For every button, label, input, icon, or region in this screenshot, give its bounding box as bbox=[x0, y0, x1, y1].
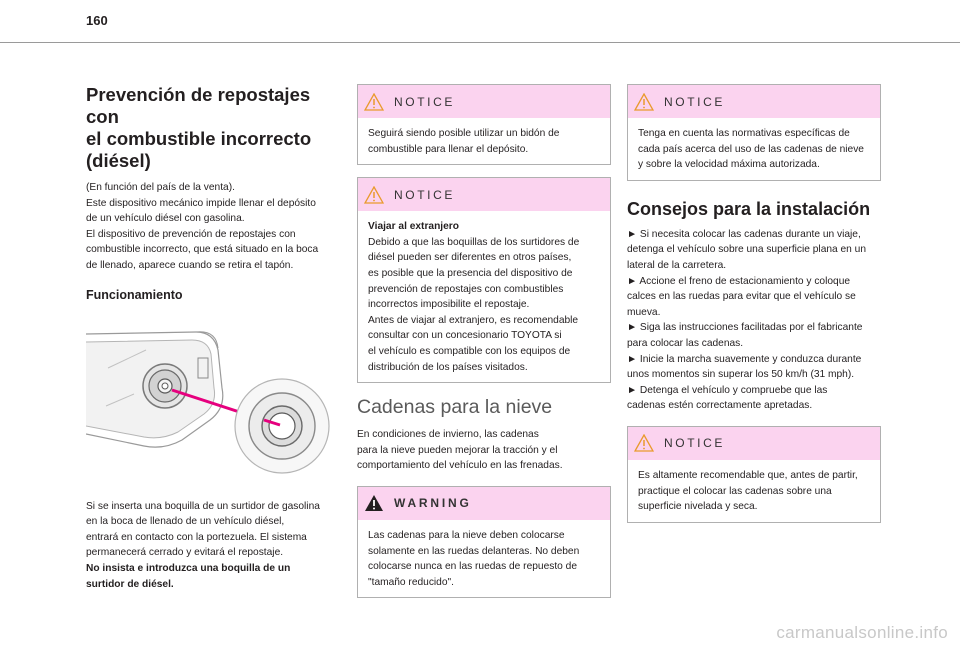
notice-header bbox=[358, 85, 610, 118]
text-line: colocarse nunca en las ruedas de repuesto de bbox=[368, 561, 577, 573]
text-line: Seguirá siendo posible utilizar un bidón de bbox=[368, 128, 560, 139]
notice-box bbox=[627, 426, 881, 523]
notice-body bbox=[358, 211, 610, 382]
notice-title: NOTICE bbox=[664, 94, 725, 109]
text-line: y sobre la velocidad máxima autorizada. bbox=[638, 159, 820, 171]
text-line: combustible incorrecto, que está situado en la boca bbox=[86, 244, 319, 256]
text-line: En condiciones de invierno, las cadenas bbox=[357, 429, 539, 441]
text-line: lateral de la carretera. bbox=[627, 259, 727, 271]
text-line: Debido a que las boquillas de los surtidores de bbox=[368, 236, 580, 248]
title-line: el combustible incorrecto bbox=[86, 128, 312, 149]
snow-chains-title: Cadenas para la nieve bbox=[357, 396, 553, 419]
warning-body bbox=[358, 520, 610, 597]
text-line: El dispositivo de prevención de repostajes con bbox=[86, 228, 296, 240]
text-line: "tamaño reducido". bbox=[368, 576, 454, 588]
text-line: ► Inicie la marcha suavemente y conduzca durante bbox=[627, 353, 862, 365]
caution-triangle-icon bbox=[634, 434, 654, 452]
text-line: para colocar las cadenas. bbox=[627, 337, 744, 349]
text-line: Si se inserta una boquilla de un surtidor de gasolina bbox=[86, 500, 320, 512]
notice-box bbox=[357, 177, 611, 383]
caution-triangle-icon bbox=[634, 93, 654, 111]
text-line: (En función del país de la venta). bbox=[86, 182, 235, 193]
notice-box bbox=[627, 84, 881, 181]
text-line: de un vehículo diésel con gasolina. bbox=[86, 213, 245, 225]
text-line: consultar con un concesionario TOYOTA si bbox=[368, 330, 562, 342]
notice-title: NOTICE bbox=[394, 94, 455, 109]
text-line: Este dispositivo mecánico impide llenar el depósito bbox=[86, 197, 316, 209]
warning-header bbox=[358, 487, 610, 520]
fuel-filler-illustration bbox=[86, 328, 340, 478]
notice-title: NOTICE bbox=[664, 436, 725, 451]
notice-header bbox=[628, 427, 880, 460]
text-line: cadenas estén correctamente apretadas. bbox=[627, 400, 813, 412]
text-line: Tenga en cuenta las normativas específicas de bbox=[638, 128, 850, 139]
caution-triangle-icon bbox=[364, 93, 384, 111]
misfuel-intro bbox=[86, 180, 340, 274]
text-line: detenga el vehículo sobre una superficie plana en un bbox=[627, 244, 867, 256]
text-line: el vehículo es compatible con los equipos de bbox=[368, 345, 571, 357]
watermark: carmanualsonline.info bbox=[776, 623, 948, 642]
text-line: combustible para llenar el depósito. bbox=[368, 143, 529, 155]
warning-title: WARNING bbox=[394, 496, 472, 511]
text-line: entrará en contacto con la portezuela. El sistema bbox=[86, 531, 307, 543]
text-line: de llenado, aparece cuando se retira el tapón. bbox=[86, 259, 294, 271]
text-line: ► Siga las instrucciones facilitadas por el fabricante bbox=[627, 322, 863, 334]
text-line: para la nieve pueden mejorar la tracción y el bbox=[357, 444, 558, 456]
notice-header bbox=[358, 178, 610, 211]
text-line: prevención de repostajes con combustibles bbox=[368, 283, 564, 295]
notice-header bbox=[628, 85, 880, 118]
middle-column bbox=[357, 84, 611, 610]
text-line: distribución de los países visitados. bbox=[368, 361, 528, 373]
notice-title: NOTICE bbox=[394, 187, 455, 202]
text-line: surtidor de diésel. bbox=[86, 578, 174, 590]
notice-body bbox=[628, 460, 880, 522]
warning-triangle-icon bbox=[364, 494, 384, 512]
text-line: unos momentos sin superar los 50 km/h (31 mph). bbox=[627, 369, 855, 381]
text-line: incorrectos imposibilite el repostaje. bbox=[368, 299, 530, 311]
misfuel-title bbox=[86, 84, 340, 172]
text-line: ► Accione el freno de estacionamiento y coloque bbox=[627, 275, 851, 287]
text-line: practique el colocar las cadenas sobre una bbox=[638, 485, 832, 497]
notice-body bbox=[358, 118, 610, 164]
text-line: mueva. bbox=[627, 306, 661, 318]
section-subheading: Funcionamiento bbox=[86, 287, 183, 302]
text-line: Las cadenas para la nieve deben colocarse bbox=[368, 529, 565, 541]
title-line: Prevención de repostajes con bbox=[86, 84, 311, 127]
text-line: cada país acerca del uso de las cadenas de nieve bbox=[638, 143, 864, 155]
text-line: diésel pueden ser diferentes en otros países, bbox=[368, 252, 572, 264]
text-line: ► Detenga el vehículo y compruebe que las bbox=[627, 384, 828, 396]
operation-text bbox=[86, 499, 340, 561]
text-line: ► Si necesita colocar las cadenas durante un viaje, bbox=[627, 228, 861, 240]
notice-body bbox=[628, 118, 880, 180]
title-line: (diésel) bbox=[86, 150, 151, 171]
text-line: superficie nivelada y seca. bbox=[638, 501, 758, 513]
notice-heading: Viajar al extranjero bbox=[368, 221, 459, 233]
notice-box bbox=[357, 84, 611, 165]
text-line: permanecerá cerrado y evitará el repostaje. bbox=[86, 547, 284, 559]
text-line: comportamiento del vehículo en las frenadas. bbox=[357, 460, 563, 472]
operation-emphasis bbox=[86, 561, 340, 592]
text-line: Antes de viajar al extranjero, es recomendable bbox=[368, 314, 579, 326]
caution-triangle-icon bbox=[364, 186, 384, 204]
installation-title: Consejos para la instalación bbox=[627, 198, 871, 219]
text-line: Es altamente recomendable que, antes de partir, bbox=[638, 469, 858, 481]
warning-box bbox=[357, 486, 611, 598]
text-line: solamente en las ruedas delanteras. No deben bbox=[368, 545, 580, 557]
text-line: calces en las ruedas para evitar que el vehículo se bbox=[627, 291, 856, 303]
page-number: 160 bbox=[86, 13, 108, 28]
snow-chains-intro bbox=[357, 427, 611, 474]
text-line: en la boca de llenado de un vehículo diésel, bbox=[86, 516, 285, 528]
installation-steps bbox=[627, 227, 881, 414]
text-line: es posible que la presencia del dispositivo de bbox=[368, 267, 573, 279]
text-line: No insista e introduzca una boquilla de un bbox=[86, 562, 291, 574]
left-column bbox=[86, 84, 340, 592]
top-divider bbox=[0, 42, 960, 43]
right-column bbox=[627, 84, 881, 535]
